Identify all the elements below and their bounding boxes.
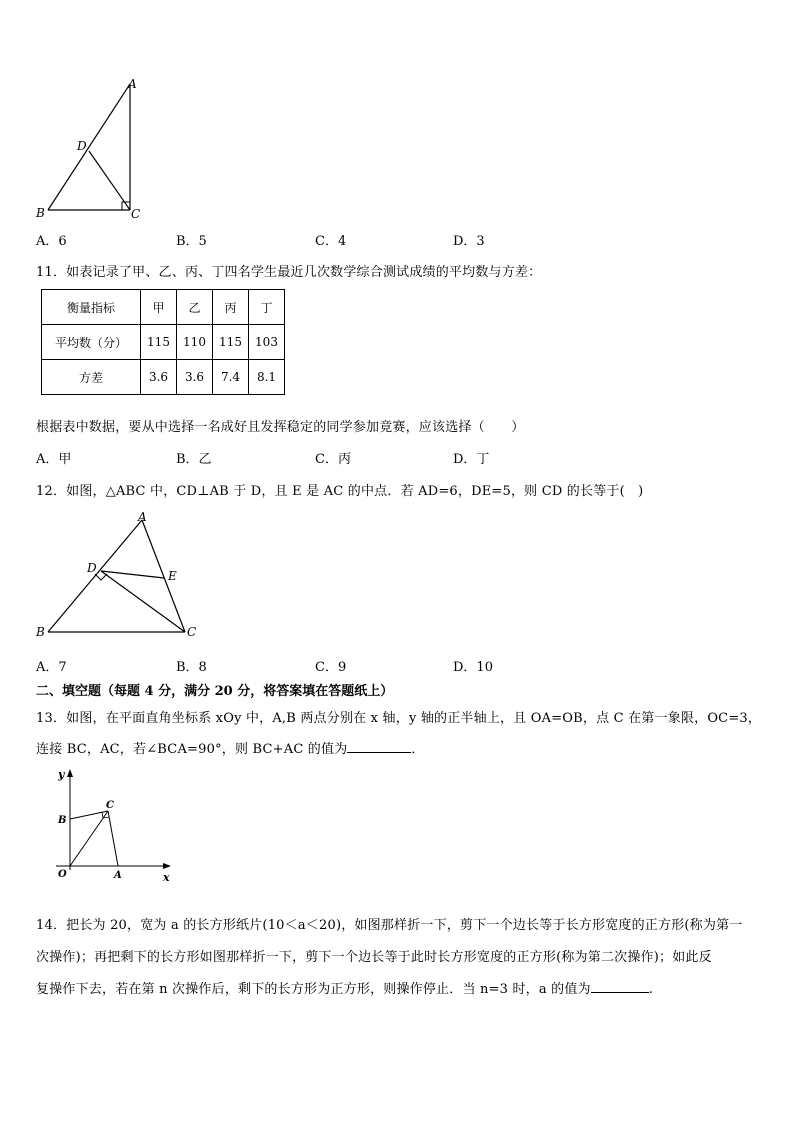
table-cell: 3.6 — [177, 360, 213, 395]
q12-text: 12．如图，△ABC 中，CD⊥AB 于 D，且 E 是 AC 的中点．若 AD=6，DE=5，则 CD 的长等于( ) — [36, 484, 644, 499]
table-cell: 115 — [213, 325, 249, 360]
q12-label-a: A — [138, 510, 147, 524]
q13-label-c: C — [106, 800, 114, 811]
q13-line2 — [36, 738, 425, 757]
table-cell: 7.4 — [213, 360, 249, 395]
q13-label-x: x — [163, 871, 170, 884]
q12-right-angle-mark — [95, 574, 107, 580]
section-title: 二、填空题（每题 4 分，满分 20 分，将答案填在答题纸上） — [36, 684, 394, 699]
table-cell: 110 — [177, 325, 213, 360]
q13-x-arrow-icon — [163, 863, 171, 869]
q10-option-b[interactable]: B．5 — [176, 234, 207, 249]
q12-option-a[interactable]: A．7 — [36, 660, 67, 675]
table-header: 甲 — [141, 290, 177, 325]
q13-figure — [50, 766, 180, 884]
q14-line2: 次操作)；再把剩下的长方形如图那样折一下，剪下一个边长等于此时长方形宽度的正方形(称为第二次操作)；如此反 — [36, 950, 712, 965]
q10-label-b: B — [36, 206, 45, 220]
table-row — [42, 325, 285, 360]
q13-label-o: O — [58, 869, 67, 880]
table-header: 衡量指标 — [42, 290, 141, 325]
q13-answer-blank[interactable] — [347, 738, 411, 753]
q10-side-ab — [48, 84, 130, 210]
q11-stats-table — [41, 289, 285, 395]
q10-segment-dc — [89, 151, 130, 210]
table-cell: 3.6 — [141, 360, 177, 395]
q12-label-c: C — [187, 625, 197, 639]
q12-figure — [34, 508, 206, 642]
q14-line3-end: . — [648, 982, 654, 997]
q12-label-b: B — [36, 625, 45, 639]
q13-segment-ca — [108, 811, 118, 866]
q10-option-c[interactable]: C．4 — [315, 234, 347, 249]
table-header: 丁 — [249, 290, 285, 325]
table-cell: 115 — [141, 325, 177, 360]
q14-line3 — [36, 978, 653, 997]
q13-label-a: A — [114, 870, 122, 881]
q10-label-d: D — [77, 139, 87, 153]
q10-option-d[interactable]: D．3 — [453, 234, 485, 249]
q12-segment-de — [101, 571, 164, 578]
table-cell: 103 — [249, 325, 285, 360]
q11-option-a[interactable]: A．甲 — [36, 452, 72, 467]
q13-label-b: B — [58, 815, 67, 826]
q10-label-a: A — [128, 77, 137, 91]
q11-option-b[interactable]: B．乙 — [176, 452, 212, 467]
q12-option-c[interactable]: C．9 — [315, 660, 347, 675]
table-cell: 8.1 — [249, 360, 285, 395]
q14-answer-blank[interactable] — [591, 978, 649, 993]
table-row — [42, 360, 285, 395]
q11-text: 11．如表记录了甲、乙、丙、丁四名学生最近几次数学综合测试成绩的平均数与方差： — [36, 265, 542, 280]
q12-label-d: D — [87, 561, 97, 575]
q10-label-c: C — [131, 207, 141, 221]
q11-option-d[interactable]: D．丁 — [453, 452, 490, 467]
table-cell: 方差 — [42, 360, 141, 395]
table-row — [42, 290, 285, 325]
q14-line3-text: 复操作下去，若在第 n 次操作后，剩下的长方形为正方形，则操作停止．当 n=3 时，a 的值为 — [36, 982, 591, 997]
q11-followup: 根据表中数据，要从中选择一名成好且发挥稳定的同学参加竟赛，应该选择（ ） — [36, 420, 525, 435]
table-cell: 平均数（分） — [42, 325, 141, 360]
q10-figure — [30, 72, 160, 224]
q13-line2-end: ． — [411, 742, 425, 757]
table-header: 乙 — [177, 290, 213, 325]
q13-y-arrow-icon — [67, 769, 73, 777]
q10-option-a[interactable]: A．6 — [36, 234, 67, 249]
q13-line1: 13．如图，在平面直角坐标系 xOy 中，A,B 两点分别在 x 轴，y 轴的正半轴上，且 OA=OB，点 C 在第一象限，OC=3， — [36, 711, 762, 726]
q14-line1: 14．把长为 20，宽为 a 的长方形纸片(10＜a＜20)，如图那样折一下，剪下一个边长等于长方形宽度的正方形(称为第一 — [36, 918, 743, 933]
q12-label-e: E — [168, 569, 177, 583]
q12-option-d[interactable]: D．10 — [453, 660, 493, 675]
table-header: 丙 — [213, 290, 249, 325]
q13-label-y: y — [58, 768, 65, 781]
q13-segment-oc — [70, 811, 108, 866]
q12-side-ab — [48, 520, 142, 632]
q12-option-b[interactable]: B．8 — [176, 660, 207, 675]
q13-line2-text: 连接 BC，AC，若∠BCA=90°，则 BC+AC 的值为 — [36, 742, 348, 757]
q11-option-c[interactable]: C．丙 — [315, 452, 351, 467]
